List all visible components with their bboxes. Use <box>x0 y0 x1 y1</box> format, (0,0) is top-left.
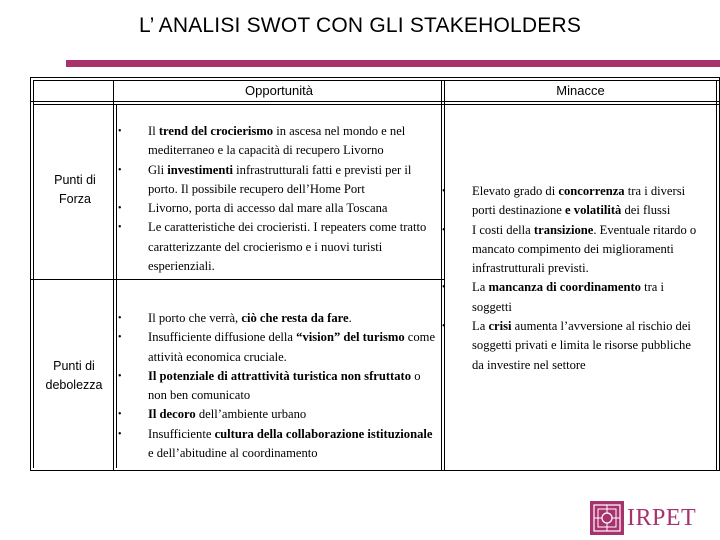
item-text: La <box>472 319 489 334</box>
list-item <box>118 367 438 406</box>
bullet-icon: • <box>442 282 446 294</box>
debolezza-list <box>118 309 438 463</box>
bullet-icon: • <box>118 428 122 440</box>
row-label-debolezza: Punti di debolezza <box>45 359 103 392</box>
item-text-bold: investimenti <box>167 162 234 177</box>
bullet-icon: • <box>442 321 446 333</box>
item-text: Insufficiente <box>148 426 215 441</box>
table-border-top-inner <box>33 80 720 81</box>
table-border-left <box>30 77 31 471</box>
header-separator-inner <box>33 104 720 105</box>
col-separator-2-inner <box>444 80 445 470</box>
item-text: e dell’abitudine al coordinamento <box>148 446 318 461</box>
list-item <box>118 218 438 276</box>
item-text-bold: Il potenziale di attrattività turistica non sfruttato <box>148 368 412 383</box>
table-border-left-inner <box>33 80 34 468</box>
bullet-icon: • <box>118 164 122 176</box>
item-text: . <box>348 311 352 325</box>
list-item <box>118 309 438 328</box>
bullet-icon: • <box>118 126 122 137</box>
item-text-bold: e volatilità <box>565 203 622 218</box>
item-text-bold: Il decoro <box>148 407 196 422</box>
item-text: Livorno, porta di accesso dal mare alla Toscana <box>148 201 388 216</box>
item-text-bold: trend del crocierismo <box>158 124 274 138</box>
item-text-bold: mancanza di coordinamento <box>488 280 641 295</box>
cell-forza-opportunita <box>118 122 438 276</box>
list-item <box>442 317 702 375</box>
table-border-top <box>30 77 720 78</box>
page-title: L’ ANALISI SWOT CON GLI STAKEHOLDERS <box>138 14 582 37</box>
item-text: La <box>472 280 489 295</box>
table-border-right <box>716 80 717 470</box>
item-text: tra i diversi porti destinazione <box>472 184 686 218</box>
header-opportunita: Opportunità <box>245 83 313 98</box>
item-text-bold: ciò che resta da fare <box>241 311 349 325</box>
item-text: dell’ambiente urbano <box>195 407 307 422</box>
cell-debolezza-opportunita <box>118 309 438 463</box>
item-text-bold: “vision” del turismo <box>296 330 405 345</box>
irpet-logo <box>590 498 696 538</box>
row-separator <box>30 279 444 280</box>
item-text: infrastrutturali fatti e previsti per il porto. Il possibile recupero dell’Home Port <box>148 162 412 196</box>
item-text-bold: cultura della collaborazione istituzionale <box>214 426 433 441</box>
bullet-icon: • <box>118 409 122 421</box>
item-text: dei flussi <box>621 203 671 218</box>
item-text: o non ben comunicato <box>148 368 421 403</box>
bullet-icon: • <box>118 222 122 234</box>
list-item <box>442 182 702 221</box>
item-text-bold: concorrenza <box>558 184 625 198</box>
forza-list <box>118 122 438 276</box>
col-separator-1 <box>113 80 114 470</box>
minacce-list <box>442 182 702 375</box>
item-text: aumenta l’avversione al rischio dei soggetti privati e limita le risorse pubbliche da investire nel settore <box>472 319 691 372</box>
bullet-icon: • <box>118 203 122 215</box>
list-item <box>118 122 438 161</box>
list-item <box>118 161 438 200</box>
list-item <box>118 405 438 424</box>
bullet-icon: • <box>118 370 122 382</box>
item-text: . Eventuale ritardo o mancato compimento dei miglioramenti infrastrutturali previsti. <box>472 222 697 276</box>
table-border-bottom <box>30 470 720 471</box>
item-text-bold: crisi <box>488 319 512 334</box>
bullet-icon: • <box>118 332 122 344</box>
list-item <box>118 199 438 218</box>
list-item <box>118 328 438 367</box>
item-text: I costi della <box>472 222 534 237</box>
col-separator-1-inner <box>116 104 117 468</box>
bullet-icon: • <box>442 186 446 197</box>
irpet-logo-text: IRPET <box>627 504 697 531</box>
item-text-bold: transizione <box>533 222 594 237</box>
item-text: Gli <box>148 162 168 177</box>
item-text: Le caratteristiche dei crocieristi. I repeaters come tratto caratterizzante del crocierismo e i nuovi turisti esperienziali. <box>148 220 427 274</box>
item-text: Elevato grado di <box>472 184 559 198</box>
header-minacce: Minacce <box>556 83 605 98</box>
item-text: Il <box>148 124 159 138</box>
list-item <box>442 278 702 317</box>
cell-minacce <box>442 182 702 375</box>
row-label-forza: Punti di Forza <box>54 173 96 206</box>
item-text: in ascesa nel mondo e nel mediterraneo e la capacità di recupero Livorno <box>148 124 406 158</box>
bullet-icon: • <box>442 224 446 236</box>
col-separator-2 <box>441 80 442 470</box>
irpet-emblem-icon <box>590 501 624 535</box>
list-item <box>118 425 438 464</box>
bullet-icon: • <box>118 313 122 324</box>
item-text: come attività economica cruciale. <box>148 330 436 364</box>
list-item <box>442 221 702 279</box>
item-text: tra i soggetti <box>472 280 665 314</box>
item-text: Insufficiente diffusione della <box>148 330 297 345</box>
item-text: Il porto che verrà, <box>148 311 242 325</box>
header-separator <box>30 101 720 102</box>
